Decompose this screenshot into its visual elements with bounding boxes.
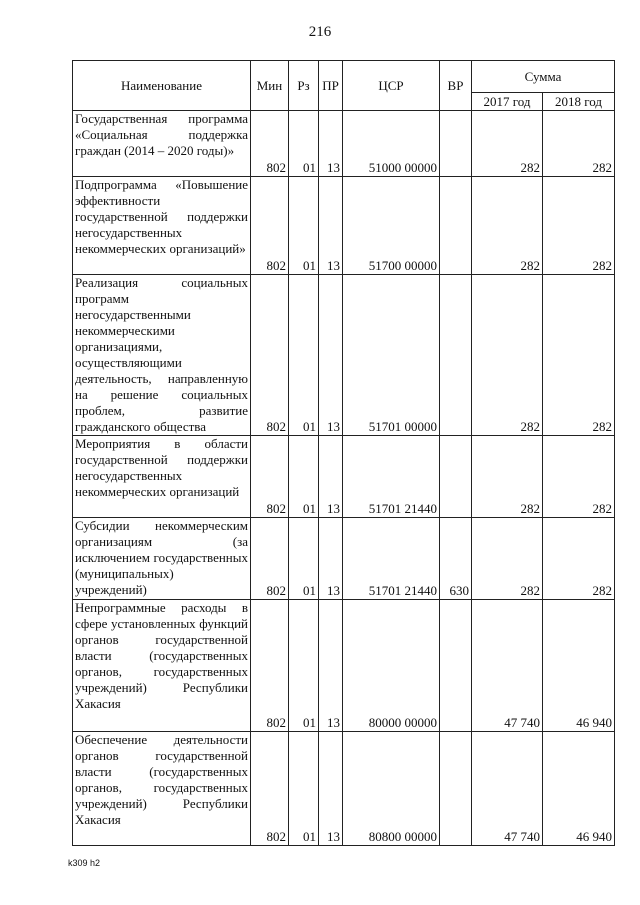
budget-table (72, 60, 615, 846)
row-vr (440, 600, 472, 732)
row-sum-2017: 282 (472, 111, 543, 177)
row-min: 802 (251, 732, 289, 846)
row-sum-2018: 282 (543, 111, 615, 177)
header-pr: ПР (319, 61, 343, 111)
row-sum-2018: 46 940 (543, 600, 615, 732)
row-csr: 51700 00000 (343, 177, 440, 275)
table-row (73, 732, 615, 846)
row-pr: 13 (319, 111, 343, 177)
header-year-2017: 2017 год (472, 93, 543, 111)
row-sum-2017: 47 740 (472, 600, 543, 732)
row-sum-2018: 46 940 (543, 732, 615, 846)
row-csr: 51701 00000 (343, 275, 440, 436)
row-sum-2017: 282 (472, 177, 543, 275)
table-row (73, 518, 615, 600)
row-csr: 51701 21440 (343, 436, 440, 518)
table-row (73, 177, 615, 275)
row-name: Субсидии некоммерческим организациям (за исключением государственных (муниципальных) учреждений) (73, 518, 251, 600)
row-rz: 01 (289, 436, 319, 518)
row-csr: 51000 00000 (343, 111, 440, 177)
row-csr: 80800 00000 (343, 732, 440, 846)
row-min: 802 (251, 275, 289, 436)
row-vr (440, 177, 472, 275)
row-name: Реализация социальных программ негосударственными некоммерческими организациями, осуществляющими деятельность, направленную на решение социальных проблем, развитие гражданского общества (73, 275, 251, 436)
row-min: 802 (251, 600, 289, 732)
row-sum-2017: 47 740 (472, 732, 543, 846)
row-rz: 01 (289, 600, 319, 732)
row-sum-2017: 282 (472, 275, 543, 436)
header-name: Наименование (73, 61, 251, 111)
header-min: Мин (251, 61, 289, 111)
row-vr (440, 275, 472, 436)
row-pr: 13 (319, 177, 343, 275)
row-sum-2018: 282 (543, 518, 615, 600)
row-vr (440, 111, 472, 177)
row-vr (440, 732, 472, 846)
row-pr: 13 (319, 275, 343, 436)
table-row (73, 275, 615, 436)
table-row (73, 111, 615, 177)
row-pr: 13 (319, 732, 343, 846)
row-vr: 630 (440, 518, 472, 600)
row-min: 802 (251, 177, 289, 275)
row-sum-2017: 282 (472, 436, 543, 518)
header-csr: ЦСР (343, 61, 440, 111)
row-name: Подпрограмма «Повышение эффективности государственной поддержки негосударственных некоммерческих организаций» (73, 177, 251, 275)
header-sum: Сумма (472, 61, 615, 93)
table-row (73, 600, 615, 732)
row-min: 802 (251, 436, 289, 518)
header-rz: Рз (289, 61, 319, 111)
row-rz: 01 (289, 111, 319, 177)
row-name: Непрограммные расходы в сфере установленных функций органов государственной власти (государственных органов, государственных учреждений) Республики Хакасия (73, 600, 251, 732)
table-row (73, 436, 615, 518)
row-sum-2018: 282 (543, 275, 615, 436)
row-sum-2017: 282 (472, 518, 543, 600)
row-pr: 13 (319, 600, 343, 732)
page-number: 216 (308, 24, 332, 40)
header-year-2018: 2018 год (543, 93, 615, 111)
row-name: Мероприятия в области государственной поддержки негосударственных некоммерческих организаций (73, 436, 251, 518)
row-min: 802 (251, 111, 289, 177)
row-rz: 01 (289, 275, 319, 436)
row-min: 802 (251, 518, 289, 600)
row-pr: 13 (319, 436, 343, 518)
footer-code: k309 h2 (68, 858, 101, 868)
row-vr (440, 436, 472, 518)
row-sum-2018: 282 (543, 436, 615, 518)
header-vr: ВР (440, 61, 472, 111)
row-rz: 01 (289, 518, 319, 600)
row-name: Обеспечение деятельности органов государственной власти (государственных органов, государственных учреждений) Республики Хакасия (73, 732, 251, 846)
row-pr: 13 (319, 518, 343, 600)
row-rz: 01 (289, 177, 319, 275)
row-csr: 51701 21440 (343, 518, 440, 600)
row-rz: 01 (289, 732, 319, 846)
row-name: Государственная программа «Социальная поддержка граждан (2014 – 2020 годы)» (73, 111, 251, 177)
row-csr: 80000 00000 (343, 600, 440, 732)
row-sum-2018: 282 (543, 177, 615, 275)
